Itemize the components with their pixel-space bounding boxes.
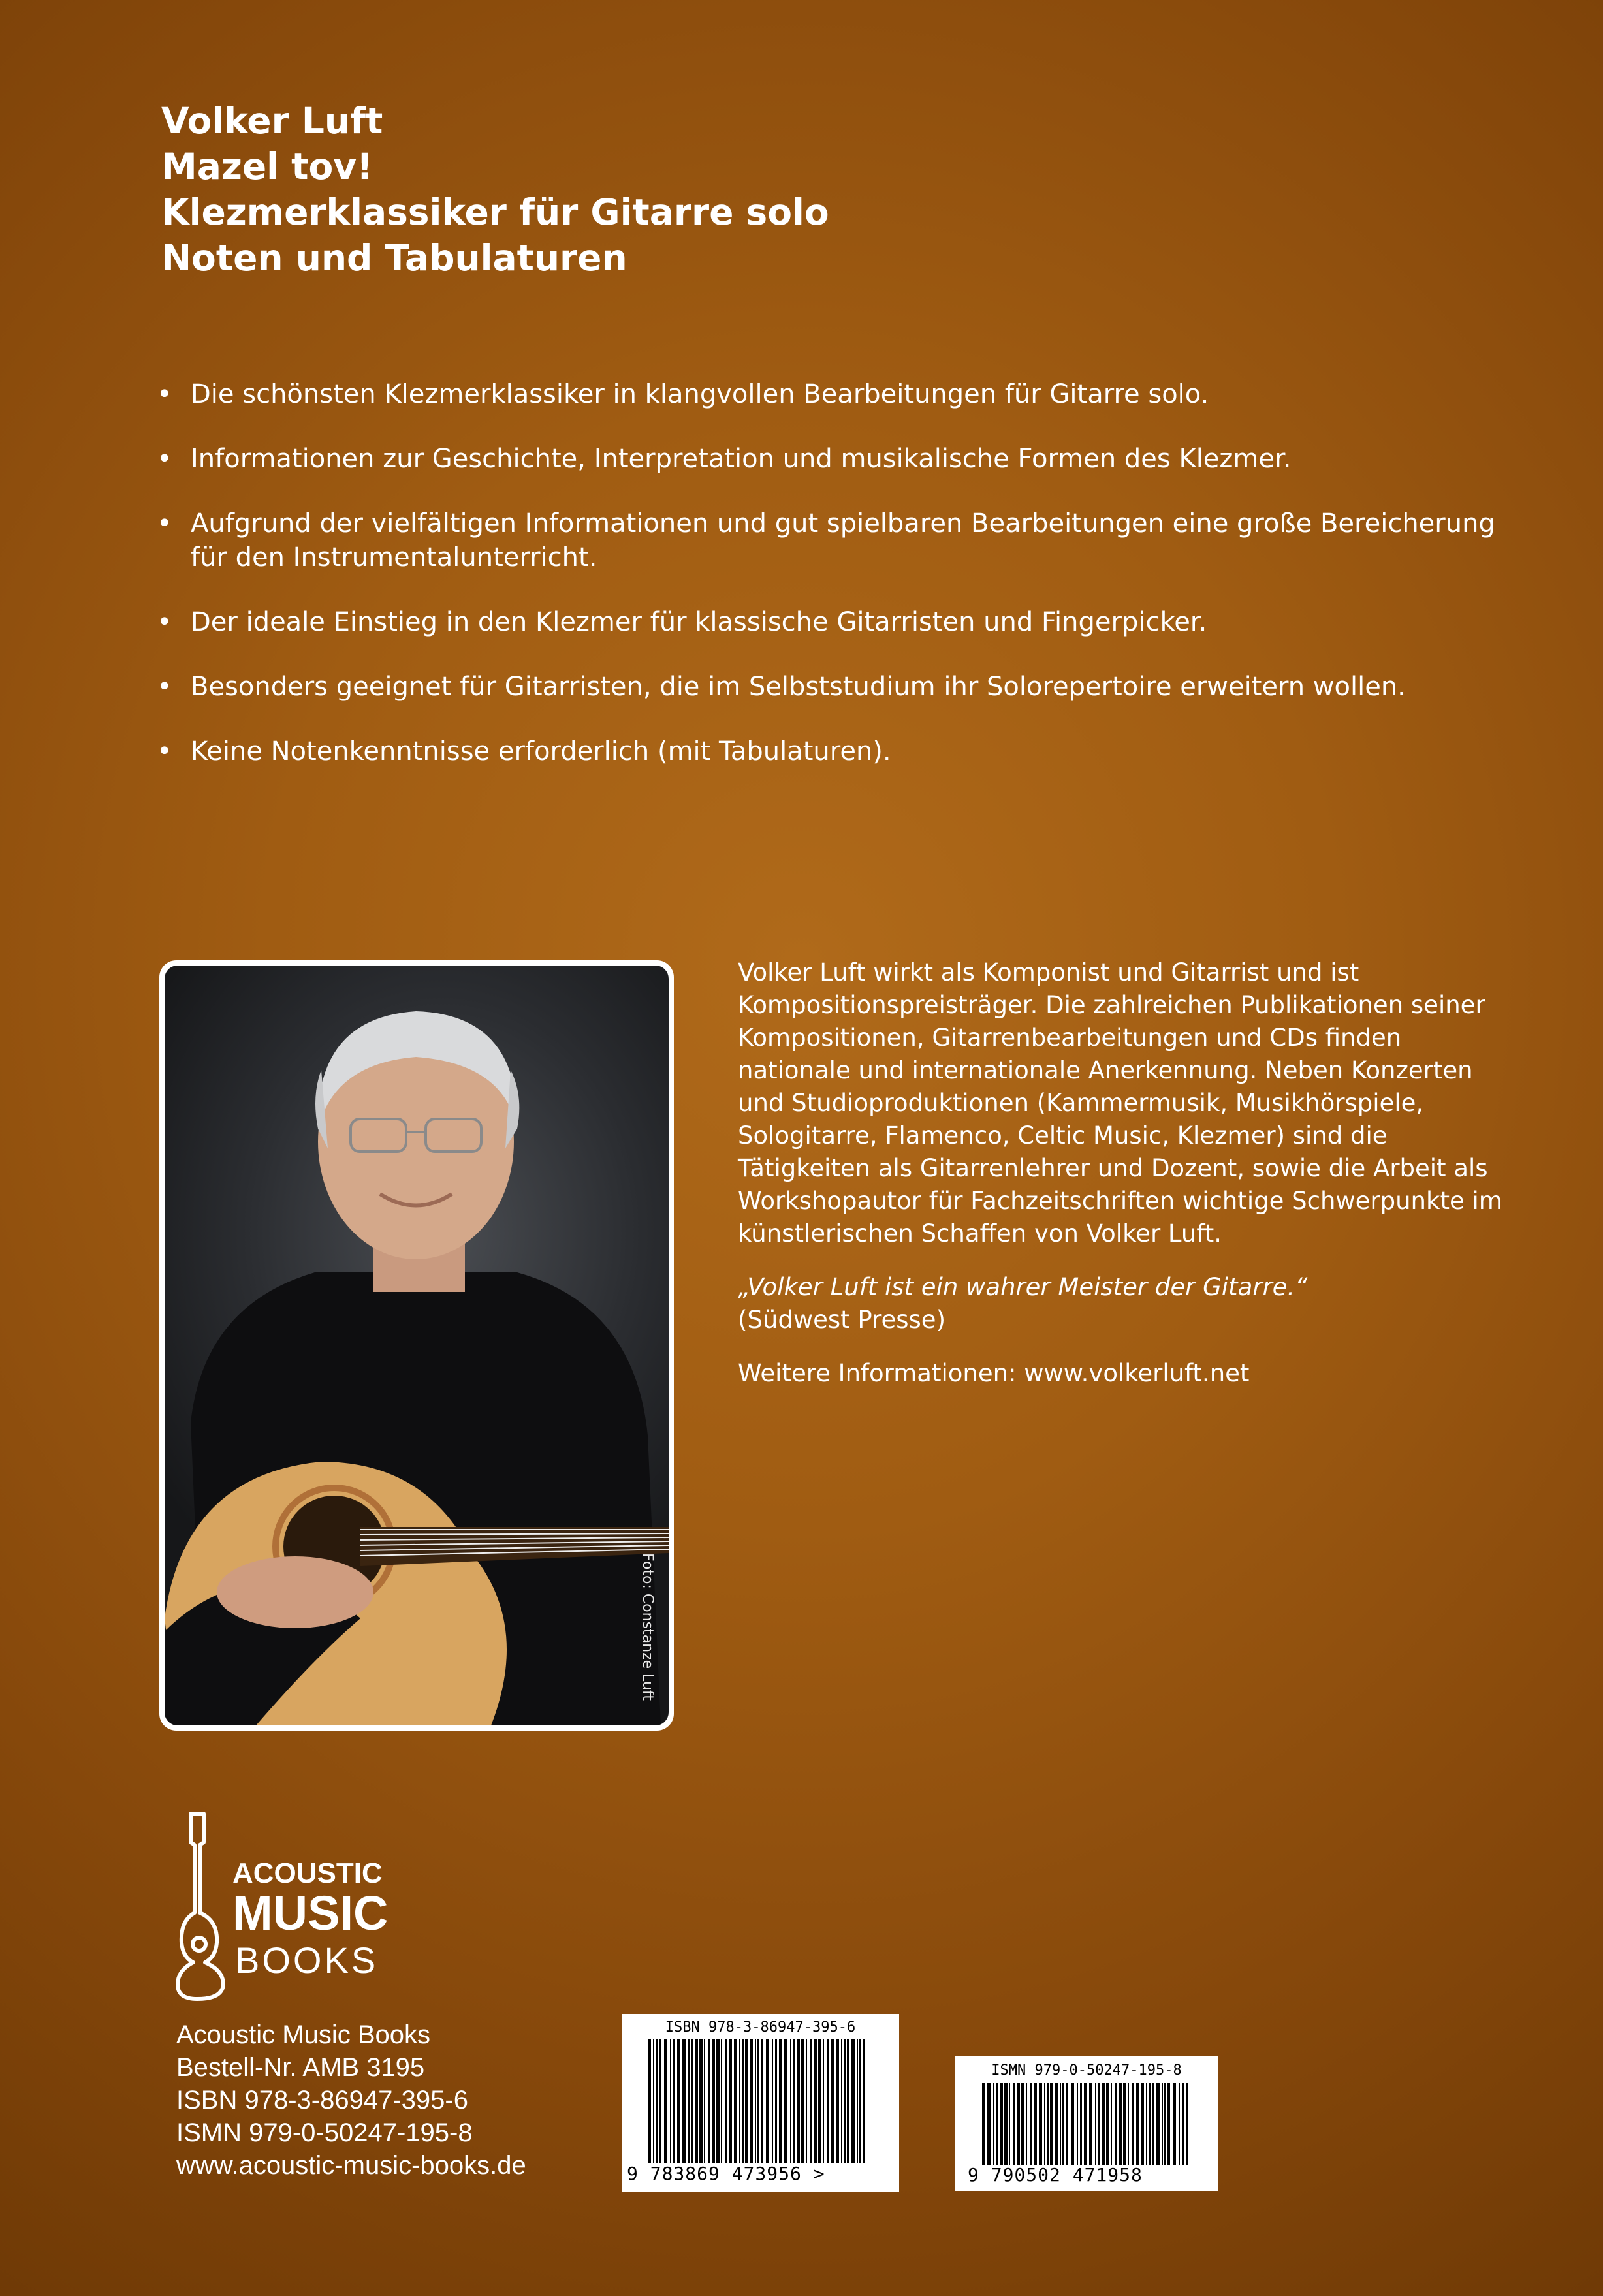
author-photo — [165, 966, 669, 1725]
bullet-icon: • — [157, 672, 172, 702]
barcode-bar — [1062, 2083, 1064, 2165]
publisher-website: www.acoustic-music-books.de — [176, 2151, 526, 2180]
logo-line-1: ACOUSTIC — [232, 1857, 383, 1889]
quote-source: (Südwest Presse) — [738, 1306, 946, 1334]
barcode-bar — [779, 2039, 782, 2163]
barcode-bar — [755, 2039, 756, 2163]
feature-item — [157, 442, 1534, 476]
isbn-barcode-digits: 9 783869 473956 > — [627, 2163, 825, 2184]
barcode-bar — [831, 2039, 834, 2163]
barcode-bar — [844, 2039, 846, 2163]
photo-credit: Foto: Constanze Luft — [639, 1553, 656, 1701]
barcode-bar — [1119, 2083, 1122, 2165]
feature-text: Die schönsten Klezmerklassiker in klangvollen Bearbeitungen für Gitarre solo. — [191, 379, 1209, 409]
feature-text: Der ideale Einstieg in den Klezmer für klassische Gitarristen und Fingerpicker. — [191, 607, 1207, 637]
barcode-bar — [1030, 2083, 1032, 2165]
barcode-bar — [691, 2039, 693, 2163]
book-title: Mazel tov! — [161, 146, 373, 187]
feature-item — [157, 734, 1534, 768]
barcode-bar — [1173, 2083, 1176, 2165]
barcode-bar — [1080, 2083, 1082, 2165]
barcode-bar — [1128, 2083, 1129, 2165]
barcode-bar — [1152, 2083, 1154, 2165]
barcode-bar — [704, 2039, 705, 2163]
barcode-bar — [656, 2039, 658, 2163]
ismn-barcode-bars — [982, 2083, 1191, 2165]
barcode-bar — [699, 2039, 703, 2163]
more-info: Weitere Informationen: www.volkerluft.net — [738, 1359, 1250, 1387]
barcode-bar — [775, 2039, 777, 2163]
barcode-bar — [987, 2083, 991, 2165]
barcode-bar — [1021, 2083, 1024, 2165]
barcode-bar — [734, 2039, 737, 2163]
barcode-bar — [757, 2039, 759, 2163]
barcode-bar — [1089, 2083, 1092, 2165]
order-number: Bestell-Nr. AMB 3195 — [176, 2053, 425, 2082]
barcode-bar — [1164, 2083, 1166, 2165]
feature-text: Informationen zur Geschichte, Interpretation und musikalische Formen des Klezmer. — [191, 444, 1292, 474]
barcode-bar — [708, 2039, 710, 2163]
barcode-bar — [664, 2039, 667, 2163]
bullet-icon: • — [157, 607, 172, 637]
book-format: Noten und Tabulaturen — [161, 237, 627, 279]
barcode-bar — [677, 2039, 680, 2163]
author-with-guitar-illustration — [165, 966, 669, 1725]
barcode-bar — [863, 2039, 865, 2163]
barcode-bar — [750, 2039, 753, 2163]
barcode-bar — [739, 2039, 740, 2163]
barcode-bar — [827, 2039, 829, 2163]
barcode-bar — [761, 2039, 763, 2163]
barcode-bar — [1186, 2083, 1188, 2165]
barcode-bar — [806, 2039, 807, 2163]
bio-quote-block — [738, 1271, 1521, 1336]
barcode-bar — [823, 2039, 824, 2163]
logo-line-3: BOOKS — [235, 1940, 379, 1981]
barcode-bar — [766, 2039, 769, 2163]
barcode-bar — [1111, 2083, 1112, 2165]
barcode-bar — [1071, 2083, 1074, 2165]
barcode-bar — [721, 2039, 722, 2163]
barcode-bar — [1115, 2083, 1117, 2165]
barcode-bar — [1004, 2083, 1008, 2165]
barcode-bar — [653, 2039, 654, 2163]
barcode-bar — [784, 2039, 787, 2163]
feature-text: Aufgrund der vielfältigen Informationen und gut spielbaren Bearbeitungen eine große Bereicherung für den Instrumentalunterricht. — [191, 509, 1495, 573]
bullet-icon: • — [157, 736, 172, 766]
barcode-bar — [1146, 2083, 1147, 2165]
publisher-info — [176, 2019, 526, 2182]
feature-item — [157, 670, 1534, 704]
barcode-bar — [1017, 2083, 1020, 2165]
barcode-bar — [993, 2083, 994, 2165]
barcode-bar — [1179, 2083, 1180, 2165]
barcode-bar — [1013, 2083, 1015, 2165]
feature-item — [157, 605, 1534, 639]
barcode-bar — [745, 2039, 748, 2163]
press-quote: „Volker Luft ist ein wahrer Meister der Gitarre.“ — [738, 1273, 1308, 1301]
barcode-bar — [1106, 2083, 1109, 2165]
barcode-bar — [1156, 2083, 1160, 2165]
barcode-bar — [682, 2039, 686, 2163]
barcode-bar — [1141, 2083, 1144, 2165]
barcode-bar — [1066, 2083, 1068, 2165]
barcode-bar — [982, 2083, 985, 2165]
barcode-bar — [851, 2039, 855, 2163]
barcode-bar — [1050, 2083, 1053, 2165]
bullet-icon: • — [157, 379, 172, 409]
barcode-bar — [1167, 2083, 1170, 2165]
barcode-bar — [1026, 2083, 1027, 2165]
barcode-bar — [818, 2039, 821, 2163]
barcode-bar — [1009, 2083, 1010, 2165]
barcode-bar — [712, 2039, 715, 2163]
barcode-bar — [1039, 2083, 1042, 2165]
barcode-bar — [648, 2039, 651, 2163]
barcode-bar — [1102, 2083, 1105, 2165]
logo-line-2: MUSIC — [232, 1886, 389, 1940]
barcode-bar — [695, 2039, 698, 2163]
acoustic-music-books-logo — [175, 1808, 397, 2001]
bio-text: Volker Luft wirkt als Komponist und Gitarrist und ist Kompositionspreisträger. Die zahlreichen Publikationen seiner Kompositionen, Gitarrenbearbeitungen und CDs finden nationale und internationale Anerkennung. Neben Konzerten und Studioproduktionen (Kammermusik, Musikhörspiele, Sologitarre, Flamenco, Celtic Music, Klezmer) sind die Tätigkeiten als Gitarrenlehrer und Dozent, sowie die Arbeit als Workshopautor für Fachzeitschriften wichtige Schwerpunkte im künstlerischen Schaffen von Volker Luft. — [738, 958, 1502, 1248]
isbn-text: ISBN 978-3-86947-395-6 — [176, 2086, 468, 2115]
guitar-outline-icon — [178, 1814, 223, 1999]
isbn-barcode-label: ISBN 978-3-86947-395-6 — [665, 2019, 856, 2036]
feature-item — [157, 507, 1534, 574]
barcode-bar — [659, 2039, 661, 2163]
barcode-bar — [836, 2039, 839, 2163]
barcode-bar — [1055, 2083, 1058, 2165]
barcode-bar — [857, 2039, 858, 2163]
barcode-bar — [996, 2083, 998, 2165]
barcode-bar — [793, 2039, 795, 2163]
barcode-bar — [725, 2039, 727, 2163]
author-bio — [738, 956, 1521, 1411]
bullet-icon: • — [157, 509, 172, 539]
barcode-bar — [670, 2039, 671, 2163]
barcode-bar — [859, 2039, 861, 2163]
ismn-barcode-digits: 9 790502 471958 — [968, 2164, 1143, 2186]
feature-list — [157, 377, 1534, 799]
barcode-bar — [1162, 2083, 1163, 2165]
barcode-bar — [847, 2039, 849, 2163]
feature-text: Keine Notenkenntnisse erforderlich (mit Tabulaturen). — [191, 736, 891, 766]
barcode-bar — [1077, 2083, 1078, 2165]
isbn-barcode — [622, 2014, 899, 2192]
barcode-bar — [810, 2039, 812, 2163]
barcode-bar — [729, 2039, 732, 2163]
barcode-bar — [1044, 2083, 1045, 2165]
barcode-bar — [742, 2039, 744, 2163]
barcode-bar — [1098, 2083, 1100, 2165]
ismn-text: ISMN 979-0-50247-195-8 — [176, 2118, 473, 2147]
barcode-bar — [1084, 2083, 1087, 2165]
barcode-bar — [1060, 2083, 1061, 2165]
author-photo-frame — [159, 960, 674, 1731]
barcode-bar — [1149, 2083, 1151, 2165]
barcode-bar — [772, 2039, 773, 2163]
book-subtitle: Klezmerklassiker für Gitarre solo — [161, 191, 829, 233]
isbn-barcode-bars — [648, 2039, 870, 2163]
barcode-bar — [814, 2039, 817, 2163]
barcode-bar — [790, 2039, 791, 2163]
barcode-bar — [716, 2039, 720, 2163]
barcode-bar — [1132, 2083, 1134, 2165]
barcode-bar — [1136, 2083, 1139, 2165]
author-name: Volker Luft — [161, 100, 383, 142]
barcode-bar — [1182, 2083, 1184, 2165]
publisher-name: Acoustic Music Books — [176, 2021, 431, 2049]
barcode-bar — [797, 2039, 800, 2163]
feature-text: Besonders geeignet für Gitarristen, die im Selbststudium ihr Solorepertoire erweitern wollen. — [191, 672, 1406, 702]
barcode-bar — [1034, 2083, 1037, 2165]
barcode-bar — [1047, 2083, 1049, 2165]
barcode-bar — [673, 2039, 675, 2163]
barcode-bar — [688, 2039, 690, 2163]
bullet-icon: • — [157, 444, 172, 474]
title-block — [161, 98, 829, 281]
barcode-bar — [1095, 2083, 1096, 2165]
barcode-bar — [1123, 2083, 1126, 2165]
ismn-barcode — [955, 2056, 1218, 2191]
barcode-bar — [1000, 2083, 1003, 2165]
ismn-barcode-label: ISMN 979-0-50247-195-8 — [991, 2062, 1182, 2079]
feature-item — [157, 377, 1534, 411]
barcode-bar — [801, 2039, 804, 2163]
barcode-bar — [841, 2039, 842, 2163]
